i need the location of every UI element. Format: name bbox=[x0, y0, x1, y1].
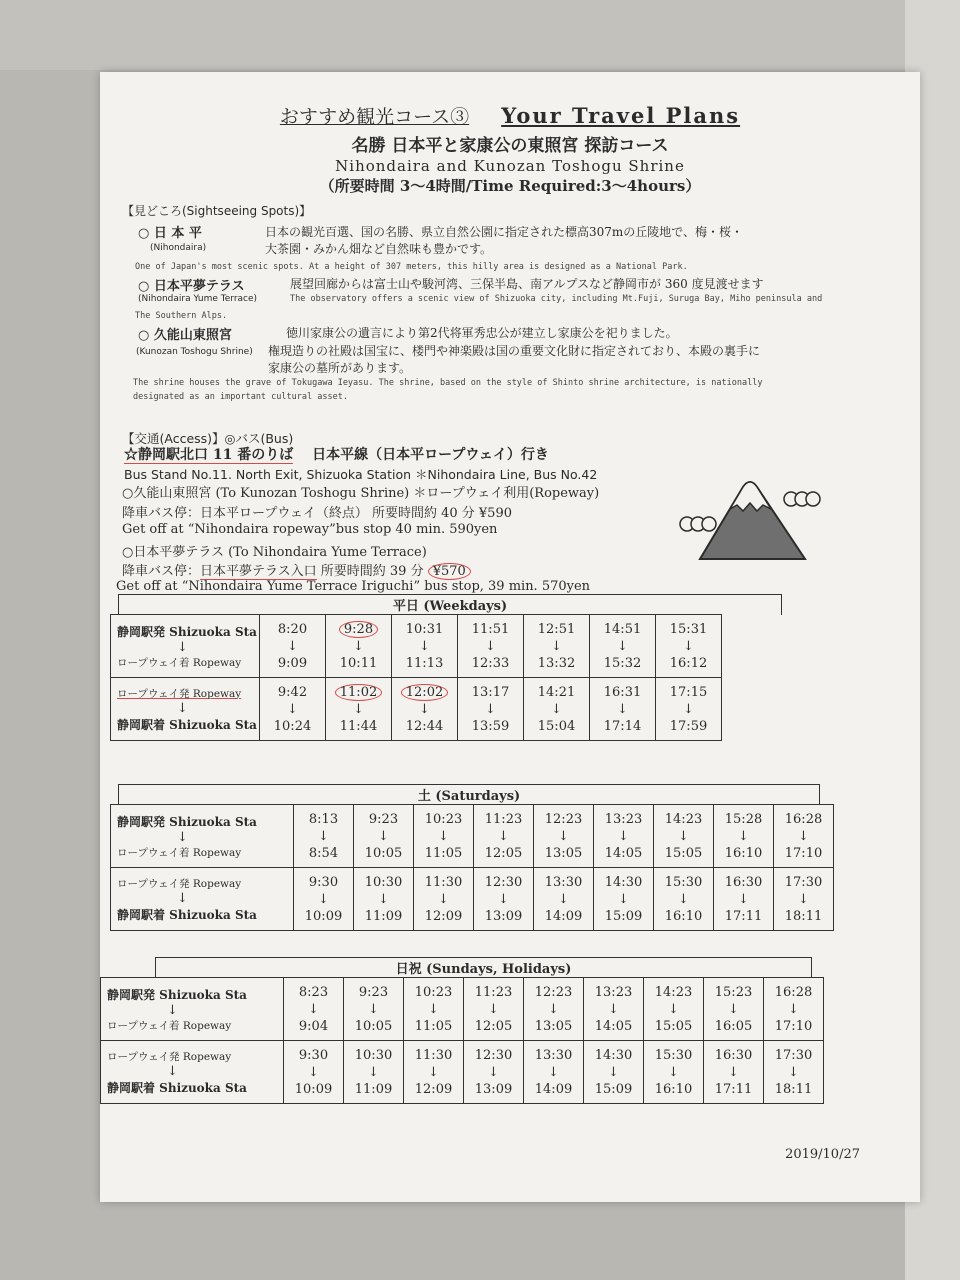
departure-time: 14:21 bbox=[537, 684, 576, 700]
arrival-time: 15:32 bbox=[603, 655, 642, 671]
arrival-time: 8:54 bbox=[308, 845, 339, 861]
arrow-down-icon: ↓ bbox=[668, 1001, 679, 1017]
departure-time: 11:23 bbox=[484, 811, 523, 827]
departure-time: 14:51 bbox=[603, 621, 642, 637]
arrow-down-icon: ↓ bbox=[738, 891, 749, 907]
departure-cell bbox=[774, 868, 834, 931]
arrow-down-icon: ↓ bbox=[798, 828, 809, 844]
arrival-time: 12:05 bbox=[474, 1018, 513, 1034]
arrival-time: 14:05 bbox=[594, 1018, 633, 1034]
row-label bbox=[111, 678, 260, 741]
arrival-time: 11:09 bbox=[364, 908, 403, 924]
table-surface bbox=[0, 0, 960, 70]
departure-cell bbox=[590, 678, 656, 741]
row-label-to: 静岡駅着 Shizuoka Sta bbox=[117, 907, 257, 922]
departure-time: 13:17 bbox=[471, 684, 510, 700]
departure-cell bbox=[524, 978, 584, 1041]
row-label-from: 静岡駅発 Shizuoka Sta bbox=[107, 987, 247, 1002]
spot2-desc: 展望回廊からは富士山や駿河湾、三保半島、南アルプスなど静岡市が 360 度見渡せます bbox=[290, 277, 764, 291]
departure-time: 16:31 bbox=[603, 684, 642, 700]
departure-cell bbox=[326, 615, 392, 678]
arrow-down-icon: ↓ bbox=[368, 1001, 379, 1017]
arrow-down-icon: ↓ bbox=[683, 701, 694, 717]
arrival-time: 11:05 bbox=[424, 845, 463, 861]
departure-cell bbox=[326, 678, 392, 741]
departure-time bbox=[392, 684, 457, 701]
subtitle-en: Nihondaira and Kunozan Toshogu Shrine bbox=[335, 157, 685, 175]
arrival-time: 9:09 bbox=[277, 655, 308, 671]
departure-time bbox=[326, 621, 391, 638]
departure-cell bbox=[344, 978, 404, 1041]
mount-fuji-illustration bbox=[675, 467, 835, 562]
arrow-down-icon: ↓ bbox=[167, 1002, 178, 1018]
weekdays-caption: 平日 (Weekdays) bbox=[118, 594, 782, 615]
arrival-time: 15:05 bbox=[664, 845, 703, 861]
arrival-time: 14:09 bbox=[544, 908, 583, 924]
departure-time: 10:30 bbox=[354, 1047, 393, 1063]
arrow-down-icon: ↓ bbox=[608, 1064, 619, 1080]
arrow-down-icon: ↓ bbox=[353, 638, 364, 654]
sightseeing-heading: 【見どころ(Sightseeing Spots)】 bbox=[122, 204, 312, 218]
departure-cell bbox=[714, 868, 774, 931]
departure-time: 12:30 bbox=[474, 1047, 513, 1063]
arrow-down-icon: ↓ bbox=[177, 829, 188, 845]
departure-cell bbox=[260, 678, 326, 741]
weekdays-outbound-row bbox=[111, 615, 722, 678]
header bbox=[100, 102, 920, 196]
arrival-time: 10:05 bbox=[364, 845, 403, 861]
arrival-time: 10:05 bbox=[354, 1018, 393, 1034]
arrow-down-icon: ↓ bbox=[485, 701, 496, 717]
departure-time: 17:30 bbox=[774, 1047, 813, 1063]
departure-cell bbox=[654, 868, 714, 931]
arrow-down-icon: ↓ bbox=[318, 828, 329, 844]
departure-time: 9:42 bbox=[277, 684, 308, 700]
row-label-from: ロープウェイ発 Ropeway bbox=[117, 687, 242, 700]
departure-time: 8:13 bbox=[308, 811, 339, 827]
departure-cell bbox=[654, 805, 714, 868]
sundays-timetable bbox=[100, 977, 824, 1104]
arrow-down-icon: ↓ bbox=[683, 638, 694, 654]
arrival-time: 13:05 bbox=[544, 845, 583, 861]
access-heading: 【交通(Access)】◎バス(Bus) bbox=[122, 431, 294, 446]
arrow-down-icon: ↓ bbox=[788, 1001, 799, 1017]
circled-time: 11:02 bbox=[335, 684, 382, 701]
dest2-english: Get off at “Nihondaira Yume Terrace Iriguchi” bus stop, 39 min. 570yen bbox=[116, 579, 591, 594]
departure-cell bbox=[656, 615, 722, 678]
arrow-down-icon: ↓ bbox=[551, 701, 562, 717]
departure-time: 16:30 bbox=[724, 874, 763, 890]
departure-time: 10:30 bbox=[364, 874, 403, 890]
departure-time: 17:15 bbox=[669, 684, 708, 700]
arrow-down-icon: ↓ bbox=[608, 1001, 619, 1017]
arrival-time: 13:09 bbox=[484, 908, 523, 924]
departure-time: 11:30 bbox=[424, 874, 463, 890]
departure-cell bbox=[714, 805, 774, 868]
row-label-from: ロープウェイ発 Ropeway bbox=[117, 877, 242, 890]
departure-time: 15:23 bbox=[714, 984, 753, 1000]
departure-cell bbox=[344, 1041, 404, 1104]
departure-cell bbox=[764, 1041, 824, 1104]
issue-date: 2019/10/27 bbox=[785, 1147, 860, 1162]
arrow-down-icon: ↓ bbox=[428, 1064, 439, 1080]
departure-cell bbox=[284, 1041, 344, 1104]
arrow-down-icon: ↓ bbox=[368, 1064, 379, 1080]
row-label bbox=[101, 978, 284, 1041]
arrival-time: 12:33 bbox=[471, 655, 510, 671]
arrow-down-icon: ↓ bbox=[618, 828, 629, 844]
arrow-down-icon: ↓ bbox=[678, 891, 689, 907]
spot2-romaji: (Nihondaira Yume Terrace) bbox=[138, 294, 258, 304]
departure-cell bbox=[774, 805, 834, 868]
departure-cell bbox=[392, 678, 458, 741]
arrival-time: 15:09 bbox=[594, 1081, 633, 1097]
arrival-time: 12:05 bbox=[484, 845, 523, 861]
arrival-time: 18:11 bbox=[784, 908, 823, 924]
arrival-time: 11:09 bbox=[354, 1081, 393, 1097]
arrow-down-icon: ↓ bbox=[177, 890, 188, 906]
departure-time: 15:30 bbox=[664, 874, 703, 890]
departure-cell bbox=[704, 1041, 764, 1104]
arrival-time: 17:10 bbox=[774, 1018, 813, 1034]
departure-time: 12:51 bbox=[537, 621, 576, 637]
row-label-from: ロープウェイ発 Ropeway bbox=[107, 1050, 232, 1063]
arrival-time: 13:05 bbox=[534, 1018, 573, 1034]
sundays-inbound-row bbox=[101, 1041, 824, 1104]
subtitle-jp: 名勝 日本平と家康公の東照宮 探訪コース bbox=[351, 136, 669, 156]
arrow-down-icon: ↓ bbox=[738, 828, 749, 844]
dest2-stop: 降車バス停：日本平夢テラス入口 所要時間約 39 分 ¥570 bbox=[122, 560, 471, 579]
departure-time: 12:23 bbox=[534, 984, 573, 1000]
arrow-down-icon: ↓ bbox=[308, 1064, 319, 1080]
arrow-down-icon: ↓ bbox=[177, 639, 188, 655]
departure-cell bbox=[464, 1041, 524, 1104]
arrow-down-icon: ↓ bbox=[617, 701, 628, 717]
arrow-down-icon: ↓ bbox=[728, 1064, 739, 1080]
departure-cell bbox=[414, 868, 474, 931]
departure-cell bbox=[584, 1041, 644, 1104]
arrival-time: 18:11 bbox=[774, 1081, 813, 1097]
arrival-time: 17:14 bbox=[603, 718, 642, 734]
weekdays-timetable bbox=[110, 614, 722, 741]
spot1-desc: 日本の観光百選、国の名勝、県立自然公園に指定された標高307mの丘陵地で、梅・桜・ bbox=[265, 225, 744, 239]
arrow-down-icon: ↓ bbox=[558, 828, 569, 844]
saturdays-inbound-row bbox=[111, 868, 834, 931]
row-label-from: 静岡駅発 Shizuoka Sta bbox=[117, 624, 257, 639]
departure-time: 9:23 bbox=[358, 984, 389, 1000]
row-label bbox=[111, 615, 260, 678]
arrival-time: 12:44 bbox=[405, 718, 444, 734]
spot1-name: ○ 日 本 平 bbox=[138, 226, 202, 241]
arrow-down-icon: ↓ bbox=[488, 1064, 499, 1080]
arrival-time: 9:04 bbox=[298, 1018, 329, 1034]
departure-time: 15:31 bbox=[669, 621, 708, 637]
sundays-caption: 日祝 (Sundays, Holidays) bbox=[155, 957, 812, 978]
spot3-english: The shrine houses the grave of Tokugawa Ieyasu. The shrine, based on the style of Shinto shrine architecture, is nationally bbox=[133, 378, 763, 388]
arrow-down-icon: ↓ bbox=[485, 638, 496, 654]
departure-cell bbox=[404, 1041, 464, 1104]
departure-time: 12:23 bbox=[544, 811, 583, 827]
departure-cell bbox=[584, 978, 644, 1041]
dest2-fare: ¥570 bbox=[428, 563, 471, 580]
arrow-down-icon: ↓ bbox=[419, 638, 430, 654]
departure-cell bbox=[474, 868, 534, 931]
dest2: ○日本平夢テラス (To Nihondaira Yume Terrace) bbox=[122, 545, 427, 560]
departure-time bbox=[326, 684, 391, 701]
line-name: 日本平線（日本平ロープウェイ）行き bbox=[312, 447, 549, 463]
arrival-time: 10:11 bbox=[339, 655, 378, 671]
departure-time: 15:28 bbox=[724, 811, 763, 827]
arrow-down-icon: ↓ bbox=[798, 891, 809, 907]
departure-cell bbox=[656, 678, 722, 741]
departure-time: 14:30 bbox=[604, 874, 643, 890]
arrival-time: 17:11 bbox=[724, 908, 763, 924]
circled-time: 9:28 bbox=[339, 621, 378, 638]
row-label bbox=[111, 805, 294, 868]
arrival-time: 13:32 bbox=[537, 655, 576, 671]
weekdays-inbound-row bbox=[111, 678, 722, 741]
bus-stand-number: ☆静岡駅北口 11 番のりば bbox=[124, 447, 294, 463]
departure-cell bbox=[354, 868, 414, 931]
departure-cell bbox=[294, 868, 354, 931]
departure-cell bbox=[524, 678, 590, 741]
arrow-down-icon: ↓ bbox=[548, 1064, 559, 1080]
arrival-time: 13:09 bbox=[474, 1081, 513, 1097]
arrow-down-icon: ↓ bbox=[287, 701, 298, 717]
spot3-desc-3: 家康公の墓所があります。 bbox=[268, 361, 412, 375]
departure-cell bbox=[284, 978, 344, 1041]
bus-stand-en: Bus Stand No.11. North Exit, Shizuoka Station ＊Nihondaira Line, Bus No.42 bbox=[124, 467, 598, 482]
arrival-time: 10:09 bbox=[304, 908, 343, 924]
arrival-time: 17:11 bbox=[714, 1081, 753, 1097]
departure-time: 11:30 bbox=[414, 1047, 453, 1063]
arrival-time: 12:09 bbox=[424, 908, 463, 924]
arrow-down-icon: ↓ bbox=[617, 638, 628, 654]
arrival-time: 14:09 bbox=[534, 1081, 573, 1097]
spot3-desc-2: 権現造りの社殿は国宝に、楼門や神楽殿は国の重要文化財に指定されており、本殿の裏手に bbox=[268, 344, 761, 358]
arrow-down-icon: ↓ bbox=[438, 828, 449, 844]
arrival-time: 11:05 bbox=[414, 1018, 453, 1034]
departure-time: 13:30 bbox=[544, 874, 583, 890]
departure-cell bbox=[414, 805, 474, 868]
departure-time: 13:23 bbox=[594, 984, 633, 1000]
dest1-english: Get off at “Nihondaira ropeway”bus stop 40 min. 590yen bbox=[122, 522, 498, 537]
departure-time: 13:23 bbox=[604, 811, 643, 827]
saturdays-caption: 土 (Saturdays) bbox=[118, 784, 820, 805]
arrival-time: 11:13 bbox=[405, 655, 444, 671]
departure-cell bbox=[354, 805, 414, 868]
arrow-down-icon: ↓ bbox=[488, 1001, 499, 1017]
departure-cell bbox=[404, 978, 464, 1041]
spot3-name: ○ 久能山東照宮 bbox=[138, 328, 232, 343]
spot2-english: The observatory offers a scenic view of Shizuoka city, including Mt.Fuji, Suruga Bay, Miho peninsula and bbox=[290, 294, 823, 304]
arrival-time: 11:44 bbox=[339, 718, 378, 734]
row-label-from: 静岡駅発 Shizuoka Sta bbox=[117, 814, 257, 829]
arrow-down-icon: ↓ bbox=[177, 700, 188, 716]
title-en: Your Travel Plans bbox=[501, 103, 741, 128]
title-jp: おすすめ観光コース③ bbox=[279, 106, 470, 128]
departure-time: 16:28 bbox=[784, 811, 823, 827]
departure-cell bbox=[644, 1041, 704, 1104]
arrow-down-icon: ↓ bbox=[618, 891, 629, 907]
departure-time: 11:23 bbox=[474, 984, 513, 1000]
arrival-time: 16:05 bbox=[714, 1018, 753, 1034]
arrow-down-icon: ↓ bbox=[428, 1001, 439, 1017]
arrow-down-icon: ↓ bbox=[668, 1064, 679, 1080]
departure-time: 10:23 bbox=[424, 811, 463, 827]
departure-cell bbox=[474, 805, 534, 868]
departure-cell bbox=[464, 978, 524, 1041]
saturdays-timetable bbox=[110, 804, 834, 931]
arrow-down-icon: ↓ bbox=[498, 891, 509, 907]
arrival-time: 17:59 bbox=[669, 718, 708, 734]
departure-time: 9:30 bbox=[308, 874, 339, 890]
departure-cell bbox=[392, 615, 458, 678]
arrow-down-icon: ↓ bbox=[728, 1001, 739, 1017]
row-label-to: ロープウェイ着 Ropeway bbox=[107, 1019, 232, 1032]
departure-cell bbox=[524, 615, 590, 678]
arrow-down-icon: ↓ bbox=[498, 828, 509, 844]
departure-cell bbox=[594, 868, 654, 931]
arrow-down-icon: ↓ bbox=[308, 1001, 319, 1017]
arrow-down-icon: ↓ bbox=[558, 891, 569, 907]
departure-cell bbox=[764, 978, 824, 1041]
departure-time: 9:23 bbox=[368, 811, 399, 827]
arrow-down-icon: ↓ bbox=[318, 891, 329, 907]
spot2-name: ○ 日本平夢テラス bbox=[138, 279, 245, 294]
arrival-time: 16:10 bbox=[724, 845, 763, 861]
arrow-down-icon: ↓ bbox=[438, 891, 449, 907]
spot3-desc: 徳川家康公の遺言により第2代将軍秀忠公が建立し家康公を祀りました。 bbox=[286, 326, 678, 340]
row-label-to: ロープウェイ着 Ropeway bbox=[117, 656, 242, 669]
spot1-desc-2: 大茶園・みかん畑など自然味も豊かです。 bbox=[265, 242, 493, 256]
travel-plan-sheet bbox=[100, 72, 920, 1202]
departure-cell bbox=[594, 805, 654, 868]
arrival-time: 13:59 bbox=[471, 718, 510, 734]
departure-cell bbox=[458, 615, 524, 678]
arrival-time: 16:12 bbox=[669, 655, 708, 671]
circled-time: 12:02 bbox=[401, 684, 448, 701]
bus-stand-jp bbox=[124, 444, 549, 464]
departure-time: 14:23 bbox=[654, 984, 693, 1000]
row-label bbox=[111, 868, 294, 931]
arrow-down-icon: ↓ bbox=[551, 638, 562, 654]
arrow-down-icon: ↓ bbox=[548, 1001, 559, 1017]
time-required: （所要時間 3～4時間/Time Required:3～4hours） bbox=[319, 177, 701, 195]
spot2-english-2: The Southern Alps. bbox=[135, 311, 228, 321]
saturdays-outbound-row bbox=[111, 805, 834, 868]
departure-time: 8:20 bbox=[277, 621, 308, 637]
departure-time: 10:23 bbox=[414, 984, 453, 1000]
arrival-time: 15:09 bbox=[604, 908, 643, 924]
sundays-outbound-row bbox=[101, 978, 824, 1041]
arrow-down-icon: ↓ bbox=[287, 638, 298, 654]
departure-time: 10:31 bbox=[405, 621, 444, 637]
arrival-time: 16:10 bbox=[664, 908, 703, 924]
arrival-time: 15:05 bbox=[654, 1018, 693, 1034]
arrow-down-icon: ↓ bbox=[788, 1064, 799, 1080]
arrival-time: 17:10 bbox=[784, 845, 823, 861]
departure-cell bbox=[534, 868, 594, 931]
arrival-time: 10:24 bbox=[273, 718, 312, 734]
departure-cell bbox=[644, 978, 704, 1041]
dest1: ○久能山東照宮 (To Kunozan Toshogu Shrine) ＊ロープウェイ利用(Ropeway) bbox=[122, 486, 600, 501]
departure-cell bbox=[534, 805, 594, 868]
arrow-down-icon: ↓ bbox=[378, 891, 389, 907]
row-label-to: ロープウェイ着 Ropeway bbox=[117, 846, 242, 859]
departure-time: 16:28 bbox=[774, 984, 813, 1000]
arrow-down-icon: ↓ bbox=[419, 701, 430, 717]
departure-cell bbox=[524, 1041, 584, 1104]
arrival-time: 16:10 bbox=[654, 1081, 693, 1097]
arrow-down-icon: ↓ bbox=[167, 1063, 178, 1079]
departure-cell bbox=[704, 978, 764, 1041]
departure-time: 9:30 bbox=[298, 1047, 329, 1063]
arrival-time: 10:09 bbox=[294, 1081, 333, 1097]
arrow-down-icon: ↓ bbox=[353, 701, 364, 717]
spot3-romaji: (Kunozan Toshogu Shrine) bbox=[136, 347, 253, 357]
arrow-down-icon: ↓ bbox=[378, 828, 389, 844]
arrival-time: 12:09 bbox=[414, 1081, 453, 1097]
spot1-english: One of Japan's most scenic spots. At a height of 307 meters, this hilly area is designed as a National Park. bbox=[135, 262, 688, 272]
arrow-down-icon: ↓ bbox=[678, 828, 689, 844]
departure-time: 14:23 bbox=[664, 811, 703, 827]
dest2-stop-name: 日本平夢テラス入口 bbox=[200, 564, 317, 579]
spot3-english-2: designated as an important cultural asset. bbox=[133, 392, 348, 402]
row-label-to: 静岡駅着 Shizuoka Sta bbox=[117, 717, 257, 732]
departure-time: 13:30 bbox=[534, 1047, 573, 1063]
departure-cell bbox=[294, 805, 354, 868]
arrival-time: 15:04 bbox=[537, 718, 576, 734]
arrival-time: 14:05 bbox=[604, 845, 643, 861]
row-label bbox=[101, 1041, 284, 1104]
departure-time: 14:30 bbox=[594, 1047, 633, 1063]
departure-time: 12:30 bbox=[484, 874, 523, 890]
departure-cell bbox=[590, 615, 656, 678]
row-label-to: 静岡駅着 Shizuoka Sta bbox=[107, 1080, 247, 1095]
departure-time: 11:51 bbox=[471, 621, 510, 637]
dest1-stop: 降車バス停：日本平ロープウェイ（終点） 所要時間約 40 分 ¥590 bbox=[122, 506, 512, 521]
departure-time: 8:23 bbox=[298, 984, 329, 1000]
departure-time: 15:30 bbox=[654, 1047, 693, 1063]
departure-cell bbox=[458, 678, 524, 741]
departure-time: 16:30 bbox=[714, 1047, 753, 1063]
spot1-romaji: (Nihondaira) bbox=[150, 243, 207, 253]
departure-time: 17:30 bbox=[784, 874, 823, 890]
departure-cell bbox=[260, 615, 326, 678]
